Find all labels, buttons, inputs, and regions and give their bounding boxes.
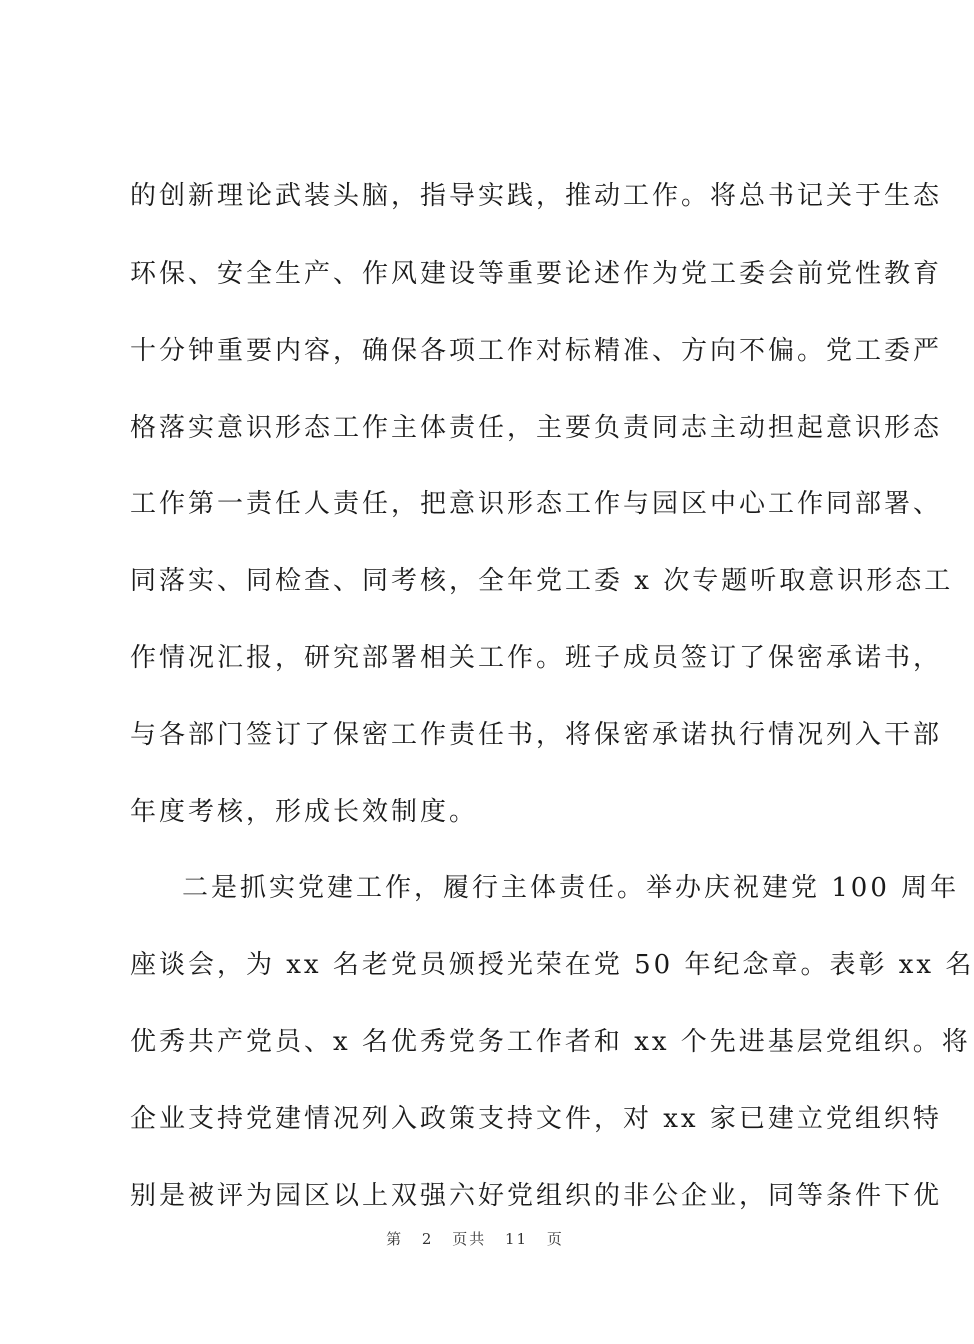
paragraph-1-line-8: 与各部门签订了保密工作责任书，将保密承诺执行情况列入干部 <box>130 720 943 750</box>
paragraph-1-line-1: 的创新理论武装头脑，指导实践，推动工作。将总书记关于生态 <box>130 181 943 211</box>
paragraph-1-line-2: 环保、安全生产、作风建设等重要论述作为党工委会前党性教育 <box>130 259 943 289</box>
footer-suffix: 页 <box>546 1230 564 1248</box>
paragraph-2-line-2: 座谈会，为 xx 名老党员颁授光荣在党 50 年纪念章。表彰 xx 名 <box>130 950 974 980</box>
paragraph-1-line-4: 格落实意识形态工作主体责任，主要负责同志主动担起意识形态 <box>130 413 943 443</box>
paragraph-2-line-1: 二是抓实党建工作，履行主体责任。举办庆祝建党 100 周年 <box>182 873 960 903</box>
paragraph-1-line-9: 年度考核，形成长效制度。 <box>130 797 479 827</box>
paragraph-1-line-5: 工作第一责任人责任，把意识形态工作与园区中心工作同部署、 <box>130 489 943 519</box>
footer-middle: 页共 <box>452 1230 487 1248</box>
paragraph-1-line-7: 作情况汇报，研究部署相关工作。班子成员签订了保密承诺书， <box>130 643 943 673</box>
footer-prefix: 第 <box>386 1230 404 1248</box>
footer-page-number: 2 <box>421 1230 434 1248</box>
page-footer <box>0 1228 950 1249</box>
paragraph-2-line-3: 优秀共产党员、x 名优秀党务工作者和 xx 个先进基层党组织。将 <box>130 1027 971 1057</box>
paragraph-1-line-6: 同落实、同检查、同考核，全年党工委 x 次专题听取意识形态工 <box>130 566 954 596</box>
paragraph-2-line-5: 别是被评为园区以上双强六好党组织的非公企业，同等条件下优 <box>130 1181 943 1211</box>
paragraph-1-line-3: 十分钟重要内容，确保各项工作对标精准、方向不偏。党工委严 <box>130 336 943 366</box>
footer-total-pages: 11 <box>505 1230 529 1248</box>
paragraph-2-line-4: 企业支持党建情况列入政策支持文件，对 xx 家已建立党组织特 <box>130 1104 942 1134</box>
